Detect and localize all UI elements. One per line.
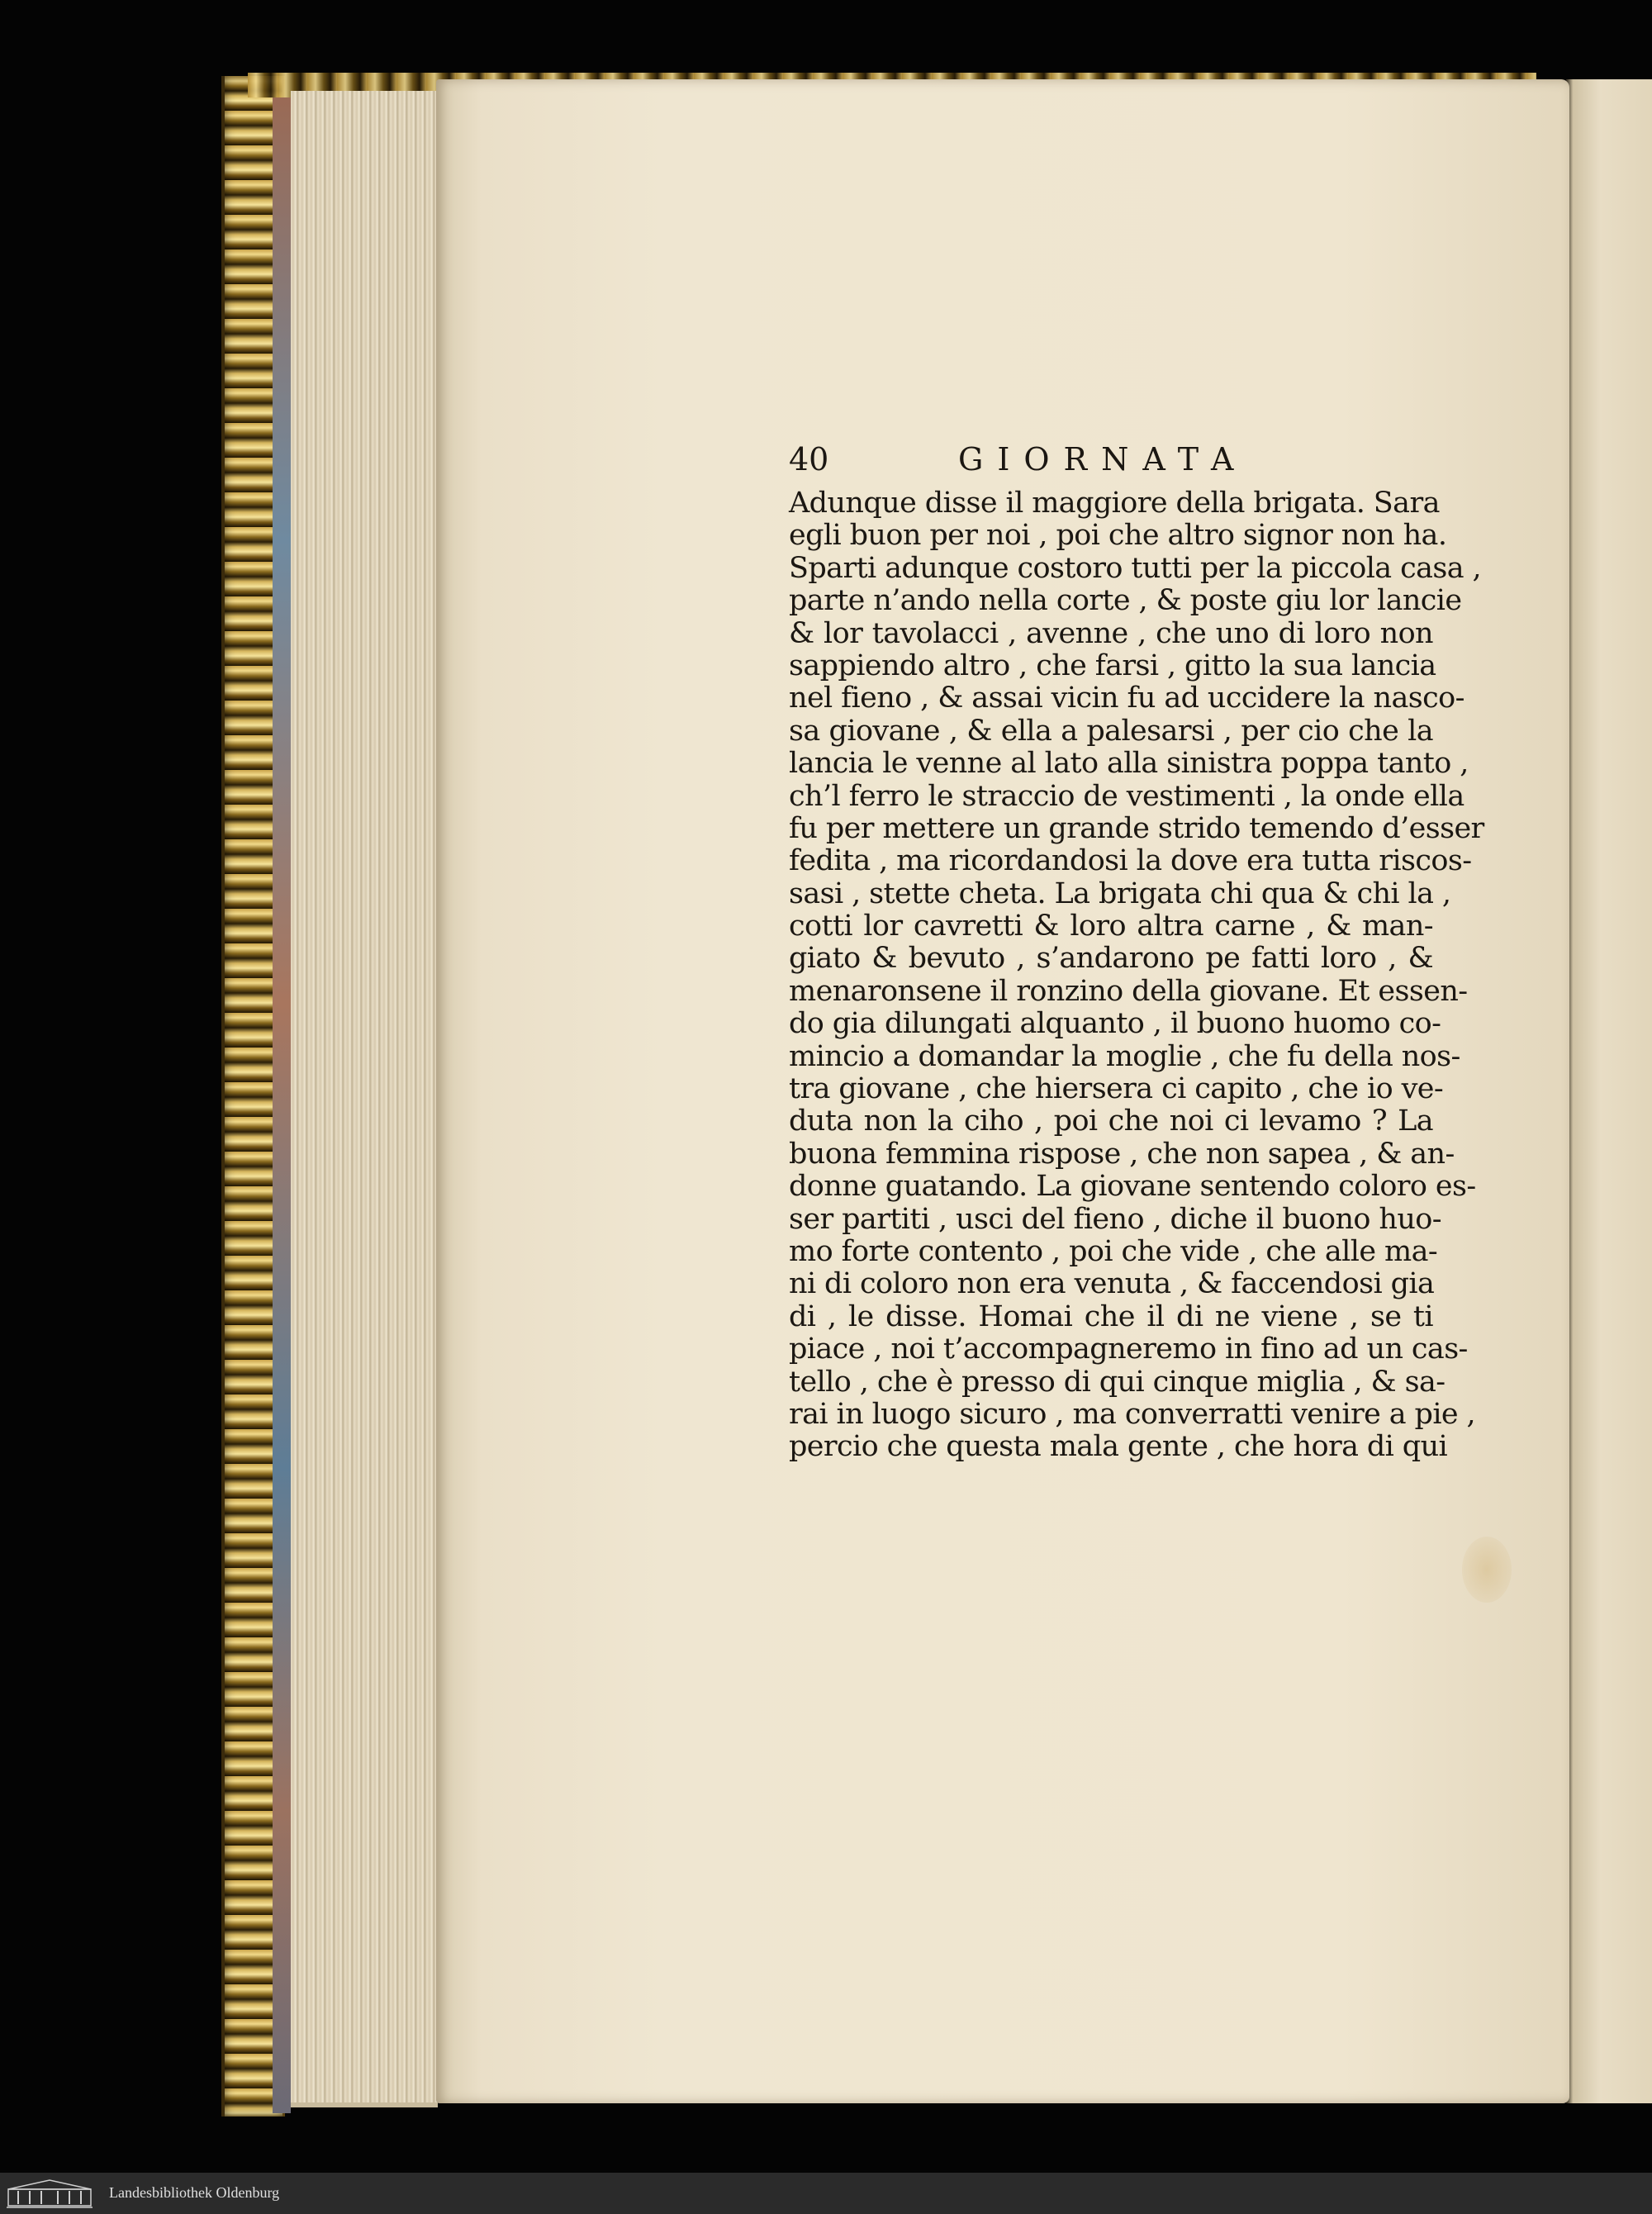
facing-page-edge <box>1566 79 1652 2103</box>
text-line: mincio a domandar la moglie , che fu della nos- <box>789 1039 1460 1073</box>
paper-stain <box>1462 1537 1512 1603</box>
text-line: sappiendo altro , che farsi , gitto la sua lancia <box>789 649 1436 682</box>
text-line: fedita , ma ricordandosi la dove era tutta riscos- <box>789 844 1472 878</box>
text-line: donne guatando. La giovane sentendo coloro es- <box>789 1170 1476 1204</box>
text-line: tello , che è presso di qui cinque miglia , & sa- <box>789 1365 1446 1399</box>
text-line: sasi , stette cheta. La brigata chi qua & chi la , <box>789 877 1451 910</box>
text-line: rai in luogo sicuro , ma converratti venire a pie , <box>789 1397 1476 1431</box>
text-line: lancia le venne al lato alla sinistra poppa tanto , <box>789 747 1469 781</box>
text-line: percio che questa mala gente , che hora di qui <box>789 1430 1448 1464</box>
text-line: Adunque disse il maggiore della brigata. Sara <box>789 487 1440 520</box>
text-line: duta non la ciho , poi che noi ci levamo ? La <box>789 1105 1433 1138</box>
marbled-endpaper <box>273 97 291 2113</box>
text-line: menaronsene il ronzino della giovane. Et essen- <box>789 974 1468 1008</box>
text-line: ch’l ferro le straccio de vestimenti , la onde ella <box>789 779 1464 813</box>
text-line: Sparti adunque costoro tutti per la piccola casa , <box>789 551 1482 585</box>
text-line: parte n’ando nella corte , & poste giu lor lancie <box>789 584 1462 618</box>
page-number: 40 <box>789 441 829 477</box>
text-line: sa giovane , & ella a palesarsi , per cio che la <box>789 714 1433 748</box>
text-line: ni di coloro non era venuta , & faccendosi gia <box>789 1267 1435 1301</box>
text-block <box>789 438 1484 1464</box>
text-line: mo forte contento , poi che vide , che alle ma- <box>789 1234 1438 1268</box>
text-line: & lor tavolacci , avenne , che uno di loro non <box>789 616 1433 650</box>
text-line: ser partiti , usci del fieno , diche il buono huo- <box>789 1202 1441 1236</box>
library-building-icon <box>7 2178 97 2209</box>
footer-bar <box>0 2173 1652 2214</box>
text-line: tra giovane , che hiersera ci capito , che io ve- <box>789 1072 1444 1106</box>
library-name: Landesbibliothek Oldenburg <box>109 2184 280 2201</box>
text-line: cotti lor cavretti & loro altra carne , & man- <box>789 910 1433 943</box>
text-line: nel fieno , & assai vicin fu ad uccidere la nasco- <box>789 682 1464 715</box>
text-line: buona femmina rispose , che non sapea , & an- <box>789 1137 1455 1171</box>
text-line: di , le disse. Homai che il di ne viene , se ti <box>789 1299 1433 1333</box>
text-line: fu per mettere un grande strido temendo d’esser <box>789 811 1484 845</box>
running-head <box>789 438 1433 482</box>
text-line: giato & bevuto , s’andarono pe fatti loro , & <box>789 942 1433 976</box>
page-edges <box>291 91 438 2107</box>
body-text <box>789 487 1484 1464</box>
page-heading: GIORNATA <box>958 441 1248 477</box>
text-line: piace , noi t’accompagneremo in fino ad un cas- <box>789 1333 1468 1366</box>
text-line: do gia dilungati alquanto , il buono huomo co- <box>789 1007 1441 1041</box>
text-line: egli buon per noi , poi che altro signor non ha. <box>789 519 1447 553</box>
